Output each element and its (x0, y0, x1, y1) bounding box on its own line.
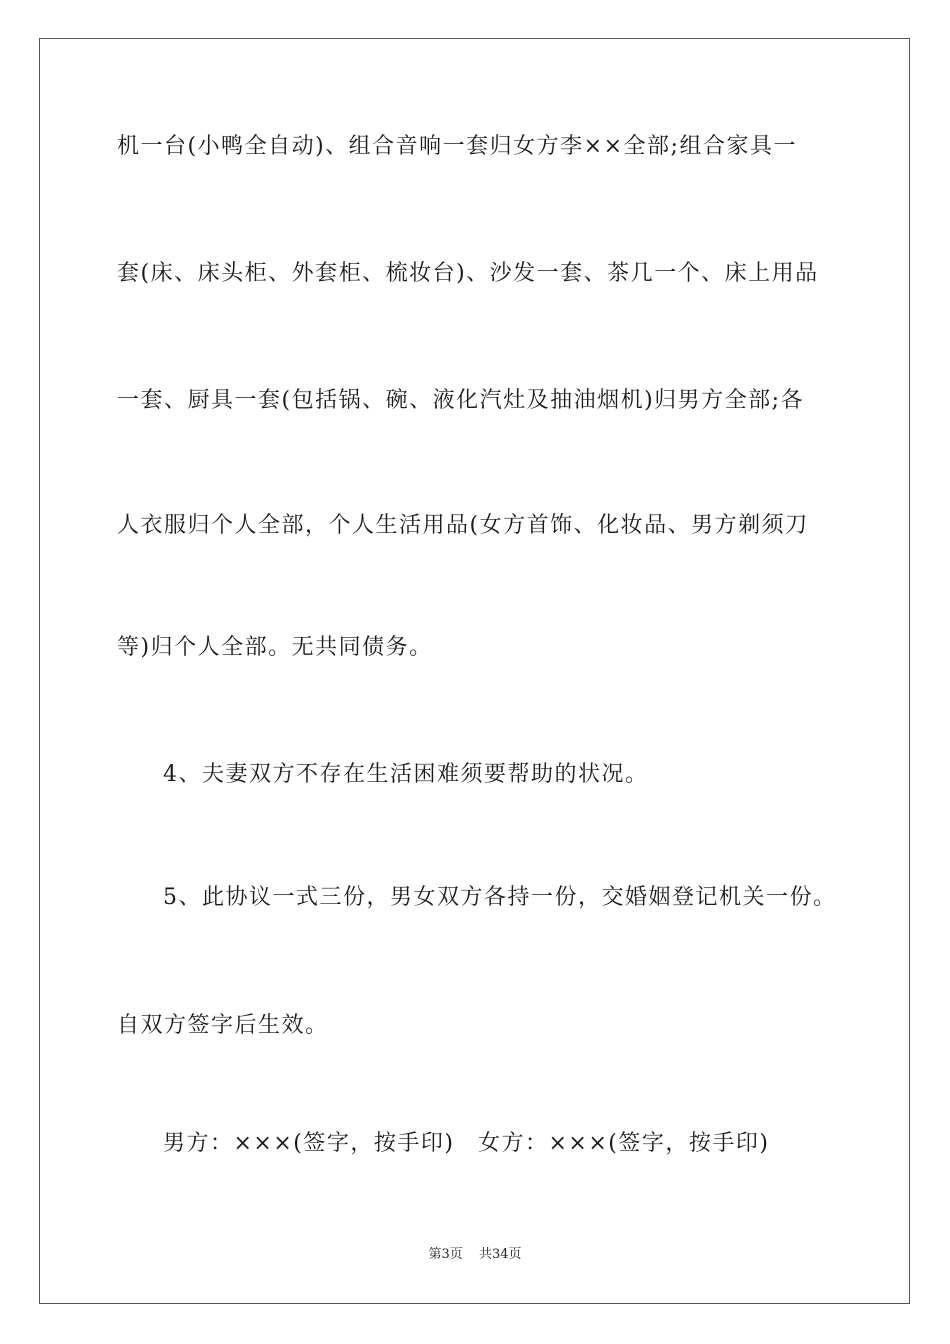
page-border (39, 38, 910, 1304)
clause-5: 5、此协议一式三份，男女双方各持一份，交婚姻登记机关一份。 (163, 885, 837, 910)
body-line-2: 套(床、床头柜、外套柜、梳妆台)、沙发一套、茶几一个、床上用品 (117, 261, 819, 286)
body-line-1: 机一台(小鸭全自动)、组合音响一套归女方李××全部;组合家具一 (117, 134, 797, 159)
page-footer (0, 1246, 950, 1264)
page-number: 第3页 (428, 1247, 463, 1262)
effective-line: 自双方签字后生效。 (117, 1013, 329, 1038)
body-line-5: 等)归个人全部。无共同债务。 (117, 635, 433, 660)
clause-4: 4、夫妻双方不存在生活困难须要帮助的状况。 (163, 762, 649, 787)
body-line-4: 人衣服归个人全部，个人生活用品(女方首饰、化妆品、男方剃须刀 (117, 513, 809, 538)
body-line-3: 一套、厨具一套(包括锅、碗、液化汽灶及抽油烟机)归男方全部;各 (117, 388, 805, 413)
signature-line: 男方：×××(签字，按手印) 女方：×××(签字，按手印) (163, 1131, 770, 1156)
page-total: 共34页 (478, 1247, 522, 1262)
